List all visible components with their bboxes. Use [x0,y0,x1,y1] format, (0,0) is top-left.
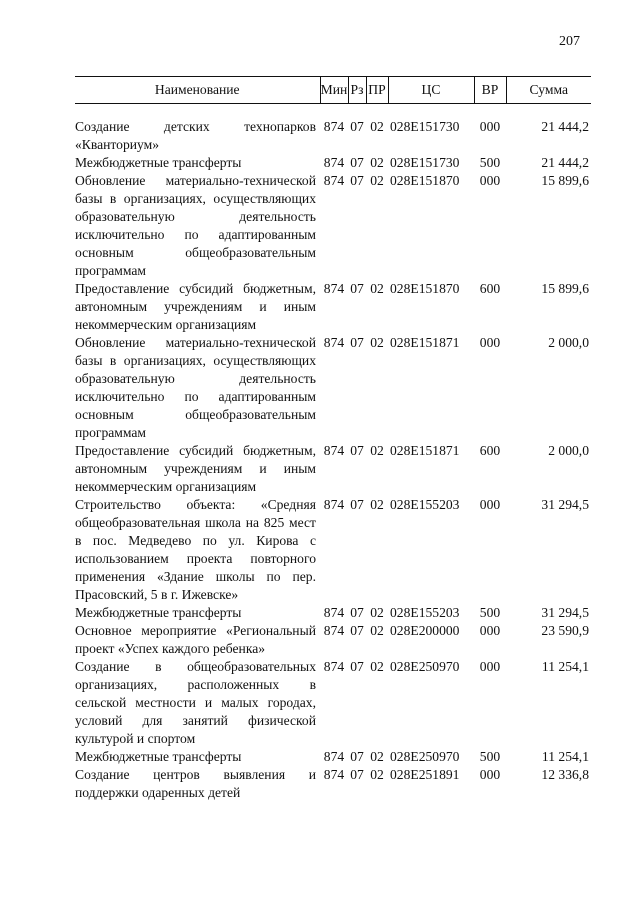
table-row [75,658,591,748]
cell-cs: 028E251891 [390,767,460,782]
cell-vr: 500 [479,155,501,170]
cell-min: 874 [323,497,345,512]
header-rz: Рз [348,77,366,104]
cell-min: 874 [323,623,345,638]
cell-min: 874 [323,119,345,134]
table-row [75,766,591,802]
header-name: Наименование [75,77,320,104]
cell-vr: 600 [479,281,501,296]
cell-sum: 2 000,0 [548,443,589,458]
cell-name: Строительство объекта: «Средняя общеобразовательная школа на 825 мест в пос. Медведево по ул. Кирова с использованием проекта повторного применения «Здание школы по пер. Прасовский, 5 в г. Ижевске» [75,497,316,602]
cell-name: Предоставление субсидий бюджетным, автономным учреждениям и иным некоммерческим организациям [75,281,316,332]
table-row [75,622,591,658]
cell-rz: 07 [350,749,364,764]
cell-pr: 02 [370,749,384,764]
cell-name: Межбюджетные трансферты [75,155,242,170]
cell-pr: 02 [370,173,384,188]
table-body [75,104,591,803]
cell-cs: 028E250970 [390,659,460,674]
cell-rz: 07 [350,173,364,188]
cell-cs: 028E151730 [390,155,460,170]
cell-sum: 11 254,1 [541,659,589,674]
cell-rz: 07 [350,497,364,512]
cell-vr: 600 [479,443,501,458]
cell-name: Обновление материально-технической базы в организациях, осуществляющих образовательную деятельность исключительно по адаптированным основным общеобразовательным программам [75,335,316,440]
header-pr: ПР [366,77,388,104]
cell-min: 874 [323,749,345,764]
cell-min: 874 [323,173,345,188]
cell-pr: 02 [370,497,384,512]
cell-cs: 028E250970 [390,749,460,764]
cell-pr: 02 [370,767,384,782]
cell-vr: 000 [479,173,501,188]
cell-name: Основное мероприятие «Региональный проект «Успех каждого ребенка» [75,623,316,656]
cell-cs: 028E151871 [390,443,460,458]
cell-min: 874 [323,605,345,620]
cell-min: 874 [323,335,345,350]
cell-rz: 07 [350,605,364,620]
cell-min: 874 [323,155,345,170]
cell-pr: 02 [370,605,384,620]
cell-rz: 07 [350,443,364,458]
cell-sum: 21 444,2 [541,155,589,170]
cell-min: 874 [323,767,345,782]
header-vr: ВР [474,77,506,104]
cell-name: Обновление материально-технической базы в организациях, осуществляющих образовательную деятельность исключительно по адаптированным основным общеобразовательным программам [75,173,316,278]
cell-rz: 07 [350,767,364,782]
cell-pr: 02 [370,281,384,296]
cell-sum: 11 254,1 [541,749,589,764]
cell-cs: 028E151730 [390,119,460,134]
cell-pr: 02 [370,659,384,674]
cell-vr: 500 [479,605,501,620]
cell-rz: 07 [350,281,364,296]
table-row [75,442,591,496]
cell-cs: 028E151870 [390,281,460,296]
cell-pr: 02 [370,155,384,170]
cell-cs: 028E155203 [390,497,460,512]
cell-sum: 31 294,5 [541,497,589,512]
cell-pr: 02 [370,119,384,134]
table-row [75,154,591,172]
cell-sum: 23 590,9 [541,623,589,638]
cell-vr: 000 [479,659,501,674]
table-header [75,77,591,104]
cell-name: Межбюджетные трансферты [75,605,242,620]
table-row [75,748,591,766]
cell-pr: 02 [370,443,384,458]
cell-sum: 12 336,8 [541,767,589,782]
cell-min: 874 [323,659,345,674]
cell-sum: 15 899,6 [541,173,589,188]
cell-pr: 02 [370,623,384,638]
cell-rz: 07 [350,119,364,134]
budget-table [75,76,591,802]
cell-vr: 000 [479,623,501,638]
cell-cs: 028E151871 [390,335,460,350]
cell-sum: 21 444,2 [541,119,589,134]
cell-cs: 028E151870 [390,173,460,188]
cell-vr: 000 [479,497,501,512]
table-row [75,172,591,280]
cell-rz: 07 [350,623,364,638]
cell-pr: 02 [370,335,384,350]
cell-vr: 000 [479,767,501,782]
header-sum: Сумма [506,77,591,104]
cell-sum: 31 294,5 [541,605,589,620]
cell-sum: 2 000,0 [548,335,589,350]
cell-name: Создание в общеобразовательных организациях, расположенных в сельской местности и малых городах, условий для занятий физической культурой и спортом [75,659,316,746]
cell-cs: 028E200000 [390,623,460,638]
cell-name: Создание детских технопарков «Кванториум» [75,119,316,152]
table-row [75,118,591,154]
table-row [75,496,591,604]
cell-name: Предоставление субсидий бюджетным, автономным учреждениям и иным некоммерческим организациям [75,443,316,494]
table-row [75,280,591,334]
cell-vr: 000 [479,119,501,134]
cell-min: 874 [323,443,345,458]
cell-vr: 500 [479,749,501,764]
cell-name: Создание центров выявления и поддержки одаренных детей [75,767,316,800]
cell-rz: 07 [350,155,364,170]
header-min: Мин [320,77,348,104]
table-row [75,604,591,622]
cell-rz: 07 [350,335,364,350]
cell-name: Межбюджетные трансферты [75,749,242,764]
cell-min: 874 [323,281,345,296]
cell-sum: 15 899,6 [541,281,589,296]
cell-vr: 000 [479,335,501,350]
header-cs: ЦС [388,77,474,104]
cell-rz: 07 [350,659,364,674]
table-row [75,334,591,442]
page-number: 207 [559,34,580,49]
cell-cs: 028E155203 [390,605,460,620]
